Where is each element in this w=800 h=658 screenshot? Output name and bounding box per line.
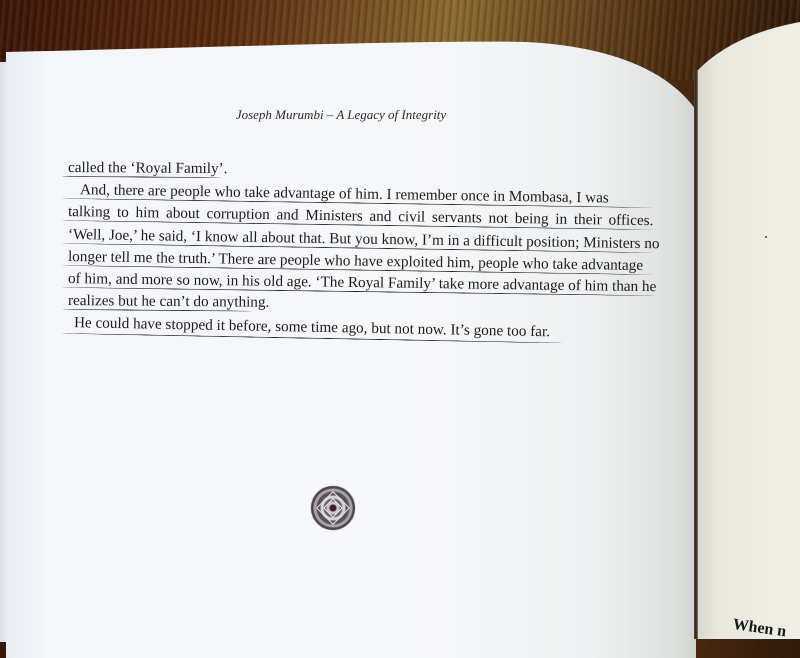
text-line-content: ‘Well, Joe,’ he said, ‘I know all about that. But you know, I’m in a difficult position; Ministers no xyxy=(67,225,660,252)
pen-underline xyxy=(62,176,222,178)
text-line-content: of him, and more so now, in his old age. ‘The Royal Family’ take more advantage of him than he xyxy=(67,269,657,296)
text-line-content: called the ‘Royal Family’. xyxy=(67,159,228,178)
text-line-content: longer tell me the truth.’ There are people who have exploited him, people who take advantage xyxy=(67,247,644,274)
left-book-page xyxy=(6,38,696,658)
running-header xyxy=(0,107,690,123)
paper-speck xyxy=(765,236,767,238)
text-line-content: realizes but he can’t do anything. xyxy=(67,292,270,311)
right-book-page xyxy=(698,0,800,639)
text-line-content: He could have stopped it before, some time ago, but not now. It’s gone too far. xyxy=(73,314,551,341)
right-page-text-fragment: When n xyxy=(731,616,788,641)
text-line-content: And, there are people who take advantage of him. I remember once in Mombasa, I was xyxy=(79,181,609,207)
section-end-ornament-icon xyxy=(311,486,355,530)
running-header-text: Joseph Murumbi – A Legacy of Integrity xyxy=(235,107,447,122)
text-line-content: talking to him about corruption and Ministers and civil servants not being in their offices. xyxy=(67,203,654,230)
page-body-text xyxy=(67,158,660,341)
book-gutter xyxy=(694,70,698,639)
text-line xyxy=(68,158,658,184)
